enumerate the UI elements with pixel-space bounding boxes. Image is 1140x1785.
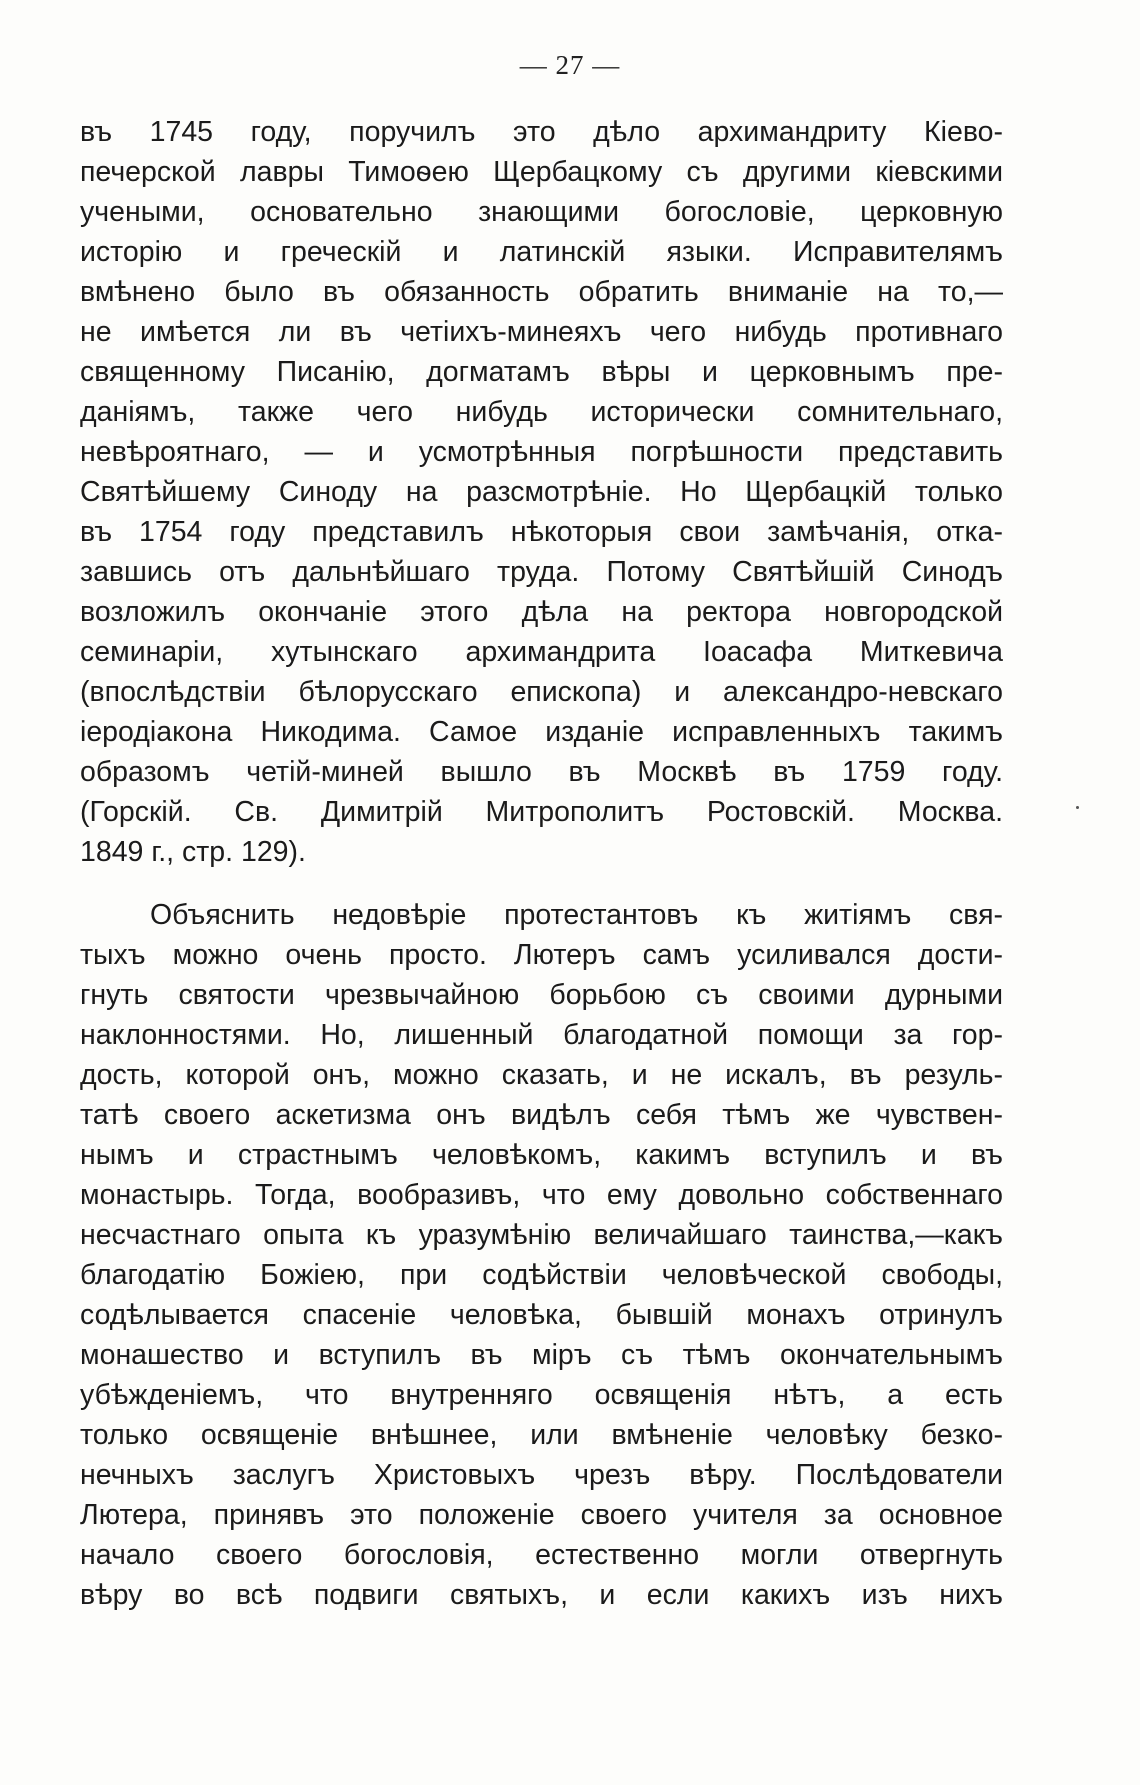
text-line: священному Писанію, догматамъ вѣры и церковнымъ пре- [80, 356, 1003, 388]
text-line: печерской лавры Тимоѳею Щербацкому съ другими кіевскими [80, 156, 1003, 188]
text-line: вмѣнено было въ обязанность обратить вниманіе на то,— [80, 276, 1003, 308]
text-line: семинаріи, хутынскаго архимандрита Іоасафа Миткевича [80, 636, 1003, 668]
text-line: учеными, основательно знающими богословіе, церковную [80, 196, 1003, 228]
text-line: даніямъ, также чего нибудь исторически сомнительнаго, [80, 396, 1003, 428]
text-line: іеродіакона Никодима. Самое изданіе исправленныхъ такимъ [80, 716, 1003, 748]
text-line: несчастнаго опыта къ уразумѣнію величайшаго таинства,—какъ [80, 1219, 1003, 1251]
text-line: монастырь. Тогда, вообразивъ, что ему довольно собственнаго [80, 1179, 1003, 1211]
text-line: наклонностями. Но, лишенный благодатной помощи за гор- [80, 1019, 1003, 1051]
text-line: возложилъ окончаніе этого дѣла на ректора новгородской [80, 596, 1003, 628]
text-line: только освященіе внѣшнее, или вмѣненіе человѣку безко- [80, 1419, 1003, 1451]
text-line: образомъ четій-миней вышло въ Москвѣ въ 1759 году. [80, 756, 1003, 788]
text-line: Объяснить недовѣріе протестантовъ къ житіямъ свя- [150, 899, 1003, 931]
text-line: Святѣйшему Синоду на разсмотрѣніе. Но Щербацкій только [80, 476, 1003, 508]
text-line: въ 1745 году, поручилъ это дѣло архимандриту Кіево- [80, 116, 1003, 148]
text-line: монашество и вступилъ въ міръ съ тѣмъ окончательнымъ [80, 1339, 1003, 1371]
text-line: въ 1754 году представилъ нѣкоторыя свои замѣчанія, отка- [80, 516, 1003, 548]
page-number: — 27 — [519, 50, 621, 80]
text-line: благодатію Божіею, при содѣйствіи человѣческой свободы, [80, 1259, 1003, 1291]
text-line: нечныхъ заслугъ Христовыхъ чрезъ вѣру. Послѣдователи [80, 1459, 1003, 1491]
text-line: содѣлывается спасеніе человѣка, бывшій монахъ отринулъ [80, 1299, 1003, 1331]
text-line: татѣ своего аскетизма онъ видѣлъ себя тѣмъ же чувствен- [80, 1099, 1003, 1131]
text-line: невѣроятнаго, — и усмотрѣнныя погрѣшности представить [80, 436, 1003, 468]
text-line: тыхъ можно очень просто. Лютеръ самъ усиливался дости- [80, 939, 1003, 971]
text-line: не имѣется ли въ четіихъ-минеяхъ чего нибудь противнаго [80, 316, 1003, 348]
text-line: нымъ и страстнымъ человѣкомъ, какимъ вступилъ и въ [80, 1139, 1003, 1171]
text-line: дость, которой онъ, можно сказать, и не искалъ, въ резуль- [80, 1059, 1003, 1091]
paragraph-1 [80, 112, 1003, 872]
text-line: вѣру во всѣ подвиги святыхъ, и если какихъ изъ нихъ [80, 1579, 1003, 1611]
text-line: (впослѣдствіи бѣлорусскаго епископа) и александро-невскаго [80, 676, 1003, 708]
scan-speck [1076, 806, 1079, 809]
text-line: (Горскій. Св. Димитрій Митрополитъ Ростовскій. Москва. [80, 796, 1003, 828]
text-line: Лютера, принявъ это положеніе своего учителя за основное [80, 1499, 1003, 1531]
text-line: гнуть святости чрезвычайною борьбою съ своими дурными [80, 979, 1003, 1011]
text-line: начало своего богословія, естественно могли отвергнуть [80, 1539, 1003, 1571]
text-line: завшись отъ дальнѣйшаго труда. Потому Святѣйшій Синодъ [80, 556, 1003, 588]
paragraph-2 [80, 895, 1003, 1615]
text-line: 1849 г., стр. 129). [80, 836, 306, 868]
text-line: исторію и греческій и латинскій языки. Исправителямъ [80, 236, 1003, 268]
text-line: убѣжденіемъ, что внутренняго освященія нѣтъ, а есть [80, 1379, 1003, 1411]
